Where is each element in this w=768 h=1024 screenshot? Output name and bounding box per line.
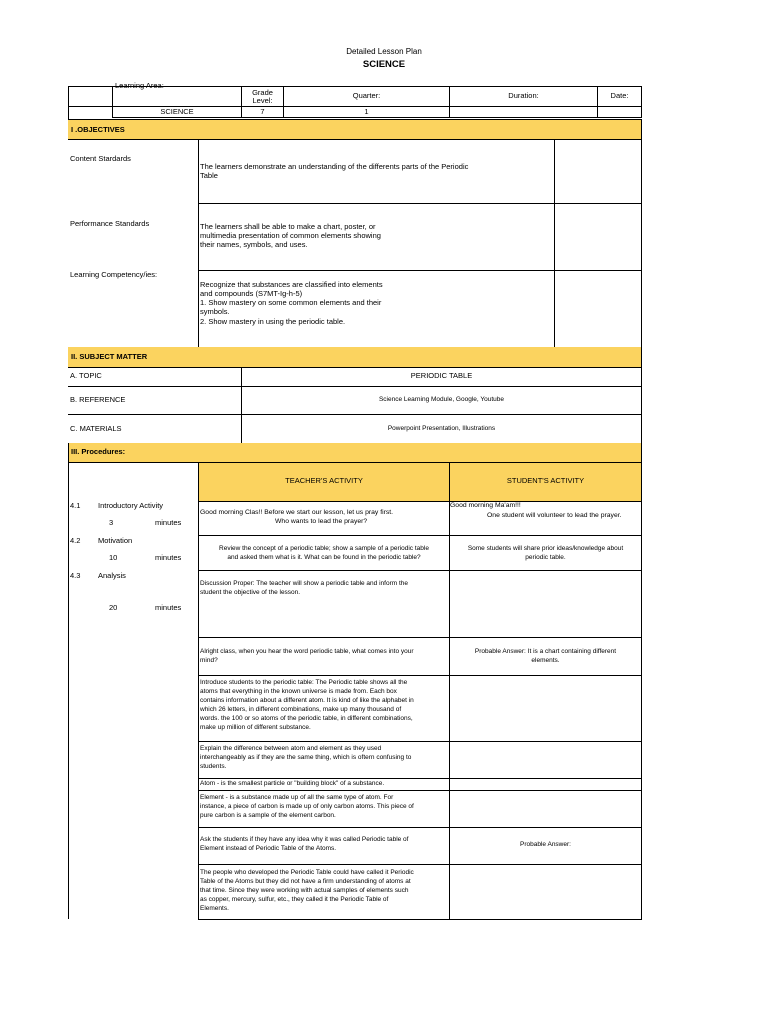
teacher-line: as copper, mercury, sulfur, etc., they called it the Periodic Table of [200, 896, 389, 903]
procedures-header-bg [68, 443, 642, 462]
teacher-line: make up million of different substance. [200, 724, 311, 731]
teacher-line: mind? [200, 657, 218, 664]
performance-standards-label: Performance Standards [70, 219, 150, 228]
teacher-line: which 26 letters, in different combinations, make up many thousand of [200, 706, 402, 713]
step-unit: minutes [155, 518, 182, 527]
teacher-line: Alright class, when you hear the word periodic table, what comes into your [200, 648, 414, 655]
grade-value: 7 [260, 107, 265, 116]
teacher-line: Explain the difference between atom and element as they used [200, 745, 382, 752]
date-label: Date: [610, 91, 629, 100]
motivation-teacher-line-1: Review the concept of a periodic table; show a sample of a periodic table [219, 545, 429, 552]
teacher-line: that time. Since they were working with actual samples of elements such [200, 887, 409, 894]
competency-line-4: symbols. [200, 307, 230, 316]
performance-line-3: their names, symbols, and uses. [200, 240, 308, 249]
step-number: 4.2 [70, 536, 81, 545]
motivation-student-line-1: Some students will share prior ideas/knowledge about [467, 545, 624, 552]
intro-student-line-2: One student will volunteer to lead the prayer. [487, 512, 622, 519]
teacher-line: Element - is a substance made up of all the same type of atom. For [200, 794, 394, 801]
teacher-line: Ask the students if they have any idea why it was called Periodic table of [200, 836, 409, 843]
materials-value: Powerpoint Presentation, Illustrations [387, 425, 496, 432]
teacher-line: words. the 100 or so atoms of the periodic table, in different combinations, [200, 715, 413, 722]
step-number: 4.1 [70, 501, 81, 510]
subject-matter-header-bg [68, 347, 642, 367]
step-minutes: 10 [109, 553, 118, 562]
teacher-line: interchangeably as if they are the same thing, which is oftern confusing to [200, 754, 412, 761]
performance-line-2: multimedia presentation of common elements showing [200, 231, 381, 240]
topic-label: A. TOPIC [70, 371, 102, 380]
content-standards-line-2: Table [200, 171, 218, 180]
objectives-title: I .OBJECTIVES [71, 125, 125, 134]
teacher-line: Table of the Atoms but they did not have a firm understanding of atoms at [200, 878, 411, 885]
step-minutes: 20 [109, 603, 118, 612]
reference-value: Science Learning Module, Google, Youtube [378, 396, 505, 403]
teacher-line: instance, a piece of carbon is made up of only carbon atoms. This piece of [200, 803, 414, 810]
student-line: elements. [531, 657, 560, 664]
teacher-line: student the objective of the lesson. [200, 589, 301, 596]
grade-label-2: Level: [252, 96, 273, 105]
topic-value: PERIODIC TABLE [410, 371, 473, 380]
teacher-line: contains information about a different atom. It is kind of like the alphabet in [200, 697, 414, 704]
subject-matter-title: II. SUBJECT MATTER [71, 352, 148, 361]
teacher-line: Element instead of Periodic Table of the Atoms. [200, 845, 337, 852]
student-line: Probable Answer: [520, 841, 571, 848]
teacher-line: Elements. [200, 905, 229, 912]
teacher-line: Atom - is the smallest particle or "building block" of a substance. [200, 780, 385, 787]
intro-teacher-line-2: Who wants to lead the prayer? [275, 518, 368, 525]
grade-label-1: Grade [252, 88, 273, 97]
objectives-header-bg [68, 119, 642, 139]
motivation-teacher-line-2: and asked them what is it. What can be found in the periodic table? [227, 554, 421, 561]
learning-area-label: Learning Area: [115, 81, 164, 90]
page-title: SCIENCE [362, 59, 406, 70]
competency-line-3: 1. Show mastery on some common elements and their [200, 298, 382, 307]
content-standards-line-1: The learners demonstrate an understanding of the differents parts of the Periodic [200, 162, 469, 171]
teacher-activity-header: TEACHER'S ACTIVITY [285, 476, 363, 485]
teacher-line: Introduce students to the periodic table: The Periodic table shows all the [200, 679, 408, 686]
step-minutes: 3 [109, 518, 114, 527]
performance-line-1: The learners shall be able to make a chart, poster, or [200, 222, 376, 231]
learning-area-value: SCIENCE [160, 107, 194, 116]
duration-label: Duration: [508, 91, 539, 100]
teacher-line: atoms that everything in the known universe is made from. Each box [200, 688, 397, 695]
intro-student-line-1: Good morning Ma'am!!! [450, 502, 521, 509]
motivation-student-line-2: periodic table. [525, 554, 566, 561]
step-name: Introductory Activity [98, 501, 164, 510]
step-number: 4.3 [70, 571, 81, 580]
competency-line-2: and compounds (S7MT-Ig-h-5) [200, 289, 303, 298]
step-name: Analysis [98, 571, 126, 580]
step-unit: minutes [155, 603, 182, 612]
doc-type: Detailed Lesson Plan [346, 47, 422, 56]
competency-label: Learning Competency/ies: [70, 270, 158, 279]
teacher-line: Discussion Proper: The teacher will show a periodic table and inform the [200, 580, 408, 587]
reference-label: B. REFERENCE [70, 395, 126, 404]
step-unit: minutes [155, 553, 182, 562]
student-activity-header: STUDENT'S ACTIVITY [506, 476, 585, 485]
procedures-title: III. Procedures: [71, 447, 126, 456]
materials-label: C. MATERIALS [70, 424, 122, 433]
teacher-line: students. [200, 763, 227, 770]
quarter-label: Quarter: [352, 91, 381, 100]
teacher-line: The people who developed the Periodic Table could have called it Periodic [200, 869, 414, 876]
competency-line-1: Recognize that substances are classified into elements [200, 280, 383, 289]
intro-teacher-line-1: Good morning Clas!! Before we start our lesson, let us pray first. [200, 509, 394, 516]
competency-line-5: 2. Show mastery in using the periodic table. [200, 317, 346, 326]
quarter-value: 1 [364, 107, 369, 116]
student-line: Probable Answer: It is a chart containing different [474, 648, 617, 655]
teacher-line: pure carbon is a sample of the element carbon. [200, 812, 336, 819]
content-standards-label: Content Stardards [70, 154, 131, 163]
step-name: Motivation [98, 536, 133, 545]
